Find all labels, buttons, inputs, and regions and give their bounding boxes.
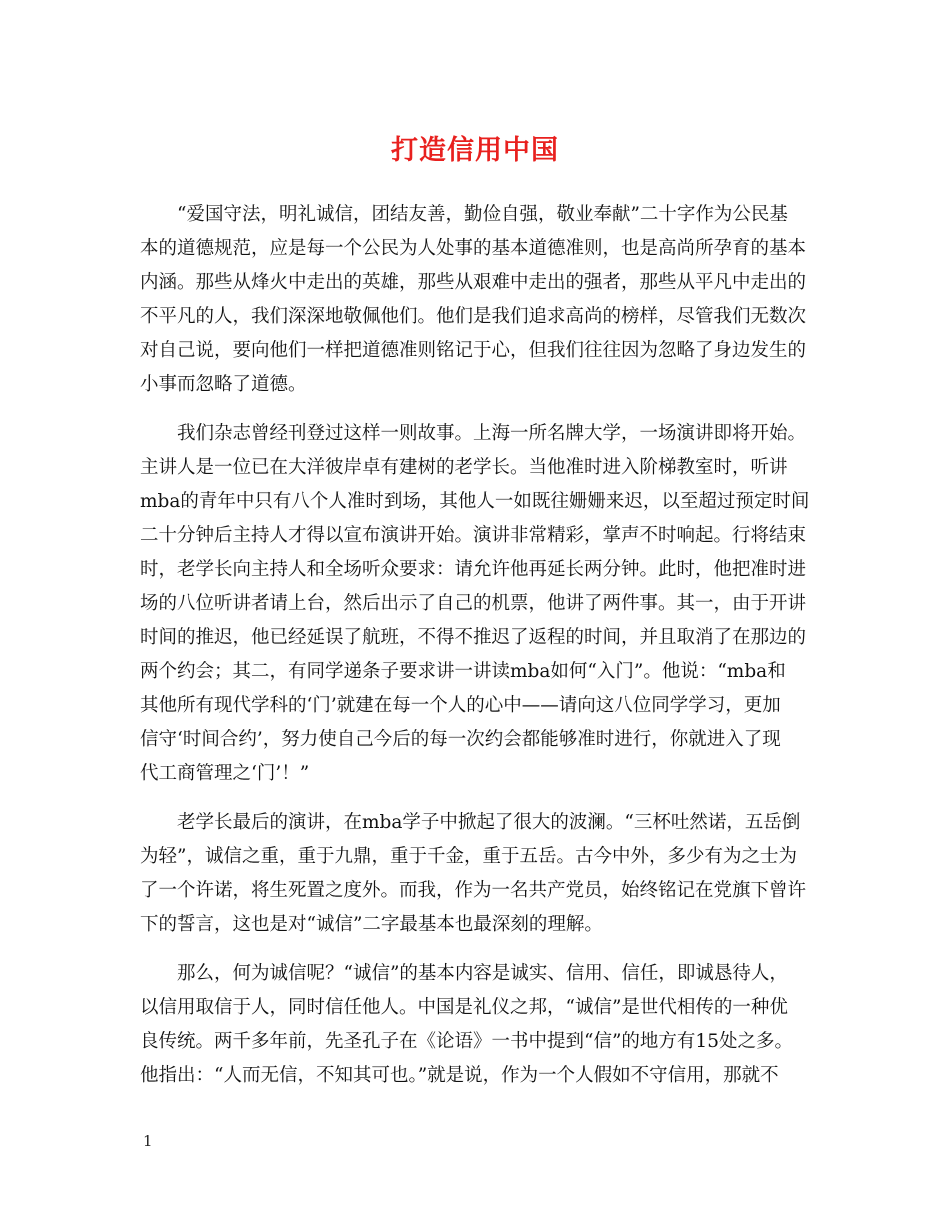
body-line: 那么，何为诚信呢？“诚信”的基本内容是诚实、信用、信任，即诚恳待人， bbox=[177, 963, 788, 984]
body-line: 时，老学长向主持人和全场听众要求：请允许他再延长两分钟。此时，他把准时进 bbox=[140, 559, 807, 580]
body-line: 小事而忽略了道德。 bbox=[140, 374, 307, 395]
body-line: 其他所有现代学科的‘门’就建在每一个人的心中——请向这八位同学学习，更加 bbox=[140, 695, 781, 716]
body-line: 本的道德规范，应是每一个公民为人处事的基本道德准则，也是高尚所孕育的基本 bbox=[140, 238, 807, 259]
body-line: 不平凡的人，我们深深地敬佩他们。他们是我们追求高尚的榜样，尽管我们无数次 bbox=[140, 306, 807, 327]
body-line: 代工商管理之‘门’！” bbox=[140, 763, 310, 784]
body-line: 下的誓言，这也是对“诚信”二字最基本也最深刻的理解。 bbox=[140, 914, 603, 935]
body-line: 信守‘时间合约’，努力使自己今后的每一次约会都能够准时进行，你就进入了现 bbox=[140, 729, 781, 750]
body-line: 时间的推迟，他已经延误了航班，不得不推迟了返程的时间，并且取消了在那边的 bbox=[140, 627, 807, 648]
body-line: 为轻”，诚信之重，重于九鼎，重于千金，重于五岳。古今中外，多少有为之士为 bbox=[140, 846, 797, 867]
body-line: 主讲人是一位已在大洋彼岸卓有建树的老学长。当他准时进入阶梯教室时，听讲 bbox=[140, 457, 788, 478]
body-line: 了一个许诺，将生死置之度外。而我，作为一名共产党员，始终铭记在党旗下曾许 bbox=[140, 880, 807, 901]
body-line: 二十分钟后主持人才得以宣布演讲开始。演讲非常精彩，掌声不时响起。行将结束 bbox=[140, 525, 807, 546]
body-line: 良传统。两千多年前，先圣孔子在《论语》一书中提到“信”的地方有15处之多。 bbox=[140, 1031, 793, 1052]
body-line: 内涵。那些从烽火中走出的英雄，那些从艰难中走出的强者，那些从平凡中走出的 bbox=[140, 272, 807, 293]
body-line: mba的青年中只有八个人准时到场，其他人一如既往姗姗来迟，以至超过预定时间 bbox=[140, 491, 810, 512]
body-line: 以信用取信于人，同时信任他人。中国是礼仪之邦，“诚信”是世代相传的一种优 bbox=[140, 997, 788, 1018]
document-title: 打造信用中国 bbox=[391, 135, 559, 166]
body-line: 我们杂志曾经刊登过这样一则故事。上海一所名牌大学，一场演讲即将开始。 bbox=[177, 423, 807, 444]
body-line: 两个约会；其二，有同学递条子要求讲一讲读mba如何“入门”。他说：“mba和 bbox=[140, 661, 786, 682]
body-line: “爱国守法，明礼诚信，团结友善，勤俭自强，敬业奉献”二十字作为公民基 bbox=[177, 204, 788, 225]
page-number: 1 bbox=[143, 1132, 153, 1150]
body-line: 场的八位听讲者请上台，然后出示了自己的机票，他讲了两件事。其一，由于开讲 bbox=[140, 593, 807, 614]
body-line: 老学长最后的演讲，在mba学子中掀起了很大的波澜。“三杯吐然诺，五岳倒 bbox=[177, 812, 801, 833]
body-line: 对自己说，要向他们一样把道德准则铭记于心，但我们往往因为忽略了身边发生的 bbox=[140, 340, 807, 361]
body-line: 他指出：“人而无信，不知其可也。”就是说，作为一个人假如不守信用，那就不 bbox=[140, 1065, 779, 1086]
